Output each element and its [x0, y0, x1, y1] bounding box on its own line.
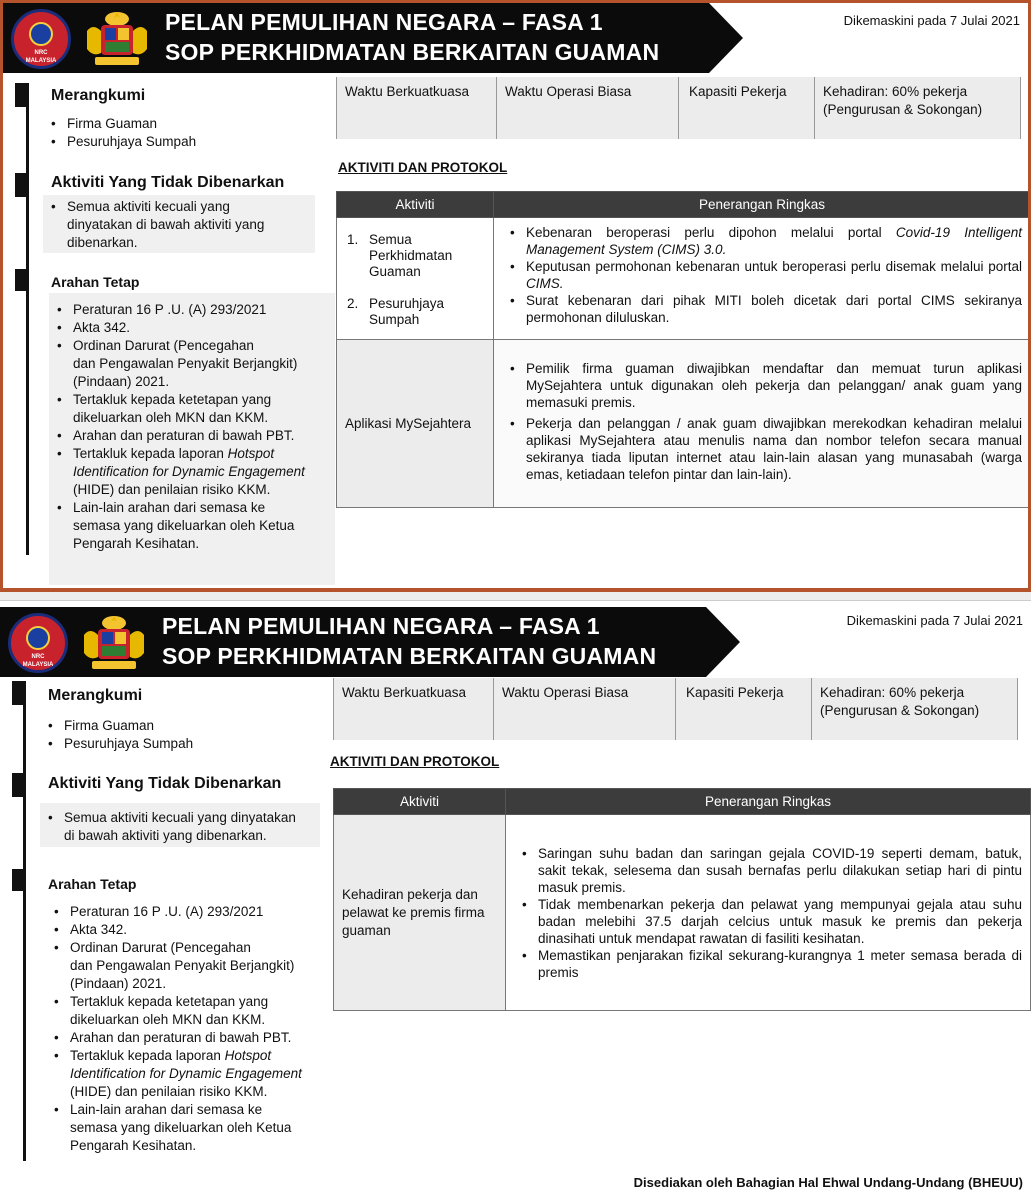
protocol-title: AKTIVITI DAN PROTOKOL	[330, 754, 500, 769]
sop-page-1	[0, 0, 1031, 592]
merangkumi-list	[51, 115, 196, 151]
table-row	[334, 815, 1031, 1011]
list-item: • Tertakluk kepada laporan Hotspot Identification for Dynamic Engagement (HIDE) dan penilaian risiko KKM.	[54, 1047, 330, 1101]
list-item: • Arahan dan peraturan di bawah PBT.	[54, 1029, 330, 1047]
protocol-table	[333, 788, 1031, 1011]
arahan-list	[54, 903, 330, 1155]
sop-page-2	[0, 600, 1031, 1200]
list-item: • Surat kebenaran dari pihak MITI boleh dicetak dari portal CIMS sekiranya permohonan diluluskan.	[502, 292, 1022, 326]
coat-of-arms-icon	[79, 9, 155, 69]
arahan-tetap-title: Arahan Tetap	[51, 274, 140, 290]
tidak-dibenarkan-title: Aktiviti Yang Tidak Dibenarkan	[51, 174, 285, 191]
page-separator	[0, 592, 1031, 600]
waktu-operasi-cell: Waktu Operasi Biasa	[497, 77, 679, 139]
page-title-line1: PELAN PEMULIHAN NEGARA – FASA 1	[165, 9, 603, 35]
list-item: • Arahan dan peraturan di bawah PBT.	[57, 427, 329, 445]
arahan-tetap-title: Arahan Tetap	[48, 876, 137, 892]
list-item: • Pekerja dan pelanggan / anak guam diwajibkan merekodkan kehadiran melalui aplikasi MySejahtera atau menulis nama dan nombor telefon secara manual sekiranya tiada liputan internet atau lain-lain alasan yang munasabah (warga emas, ketiadaan telefon pintar dan lain-lain).	[502, 415, 1022, 483]
kapasiti-cell: Kapasiti Pekerja	[679, 77, 815, 139]
tidak-dibenarkan-list	[51, 198, 264, 252]
table-row	[337, 340, 1031, 508]
waktu-berkuatkuasa-cell: Waktu Berkuatkuasa	[337, 77, 497, 139]
kehadiran-cell: Kehadiran: 60% pekerja (Pengurusan & Sokongan)	[812, 678, 1018, 740]
list-item: • Pesuruhjaya Sumpah	[48, 735, 193, 753]
list-item: • Pemilik firma guaman diwajibkan mendaftar dan memuat turun aplikasi MySejahtera untuk digunakan oleh pekerja dan pelanggan/ anak guam yang memasuki premis.	[502, 360, 1022, 411]
info-row	[336, 77, 1021, 139]
list-item: • Lain-lain arahan dari semasa ke semasa yang dikeluarkan oleh Ketua Pengarah Kesihatan.	[57, 499, 329, 553]
list-item: • Peraturan 16 P .U. (A) 293/2021	[57, 301, 329, 319]
updated-date: Dikemaskini pada 7 Julai 2021	[846, 613, 1023, 628]
page-title-line2: SOP PERKHIDMATAN BERKAITAN GUAMAN	[162, 643, 657, 669]
list-item: • Pesuruhjaya Sumpah	[51, 133, 196, 151]
list-item: • Kebenaran beroperasi perlu dipohon melalui portal Covid-19 Intelligent Management System (CIMS) 3.0.	[502, 224, 1022, 258]
list-item: • Ordinan Darurat (Pencegahan dan Pengawalan Penyakit Berjangkit) (Pindaan) 2021.	[54, 939, 330, 993]
list-item: • Firma Guaman	[48, 717, 193, 735]
section-marker	[12, 869, 25, 891]
waktu-berkuatkuasa-cell: Waktu Berkuatkuasa	[334, 678, 494, 740]
penerangan-cell	[494, 218, 1031, 340]
list-item: • Lain-lain arahan dari semasa ke semasa yang dikeluarkan oleh Ketua Pengarah Kesihatan.	[54, 1101, 330, 1155]
section-marker	[15, 173, 28, 197]
header-penerangan: Penerangan Ringkas	[506, 789, 1031, 815]
list-item: • Semua aktiviti kecuali yang dinyatakan di bawah aktiviti yang dibenarkan.	[48, 809, 296, 845]
tidak-dibenarkan-list	[48, 809, 296, 845]
header-aktiviti: Aktiviti	[334, 789, 506, 815]
info-row	[333, 678, 1018, 740]
list-item: • Akta 342.	[57, 319, 329, 337]
list-item: • Akta 342.	[54, 921, 330, 939]
waktu-operasi-cell: Waktu Operasi Biasa	[494, 678, 676, 740]
merangkumi-title: Merangkumi	[51, 87, 146, 104]
nrc-logo-icon: NRC MALAYSIA	[8, 613, 68, 673]
list-item: • Tidak membenarkan pekerja dan pelawat yang mempunyai gejala atau suhu badan melebihi 37.5 darjah celcius untuk masuk ke premis dan pekerja dinasihati untuk mendapat rawatan di fasiliti kesihatan.	[514, 896, 1022, 947]
list-item: • Tertakluk kepada laporan Hotspot Identification for Dynamic Engagement (HIDE) dan penilaian risiko KKM.	[57, 445, 329, 499]
section-marker	[12, 681, 25, 705]
list-item: • Memastikan penjarakan fizikal sekurang-kurangnya 1 meter semasa berada di premis	[514, 947, 1022, 981]
header-penerangan: Penerangan Ringkas	[494, 192, 1031, 218]
arahan-list	[57, 301, 329, 553]
coat-of-arms-icon	[76, 613, 152, 673]
merangkumi-list	[48, 717, 193, 753]
aktiviti-cell: Aplikasi MySejahtera	[337, 340, 494, 508]
list-item: • Keputusan permohonan kebenaran untuk beroperasi perlu disemak melalui portal CIMS.	[502, 258, 1022, 292]
kapasiti-cell: Kapasiti Pekerja	[676, 678, 812, 740]
list-item: 1. Semua Perkhidmatan Guaman	[347, 232, 453, 279]
list-item: 2. Pesuruhjaya Sumpah	[347, 296, 445, 327]
header-aktiviti: Aktiviti	[337, 192, 494, 218]
nrc-logo-icon: NRC MALAYSIA	[11, 9, 71, 69]
page-title-line1: PELAN PEMULIHAN NEGARA – FASA 1	[162, 613, 600, 639]
list-item: • Semua aktiviti kecuali yang dinyatakan di bawah aktiviti yang dibenarkan.	[51, 198, 264, 252]
section-marker	[15, 269, 28, 291]
aktiviti-cell: Kehadiran pekerja dan pelawat ke premis firma guaman	[334, 815, 506, 1011]
kehadiran-cell: Kehadiran: 60% pekerja (Pengurusan & Sokongan)	[815, 77, 1021, 139]
aktiviti-cell	[337, 218, 494, 340]
list-item: • Saringan suhu badan dan saringan gejala COVID-19 seperti demam, batuk, sakit tekak, selesema dan susah bernafas perlu dilakukan setiap hari di pintu masuk premis.	[514, 845, 1022, 896]
tidak-dibenarkan-title: Aktiviti Yang Tidak Dibenarkan	[48, 775, 282, 792]
list-item: • Tertakluk kepada ketetapan yang dikeluarkan oleh MKN dan KKM.	[54, 993, 330, 1029]
protocol-table	[336, 191, 1031, 508]
table-row	[337, 218, 1031, 340]
section-marker	[12, 773, 25, 797]
section-marker	[15, 83, 28, 107]
footer-credit: Disediakan oleh Bahagian Hal Ehwal Undang-Undang (BHEUU)	[633, 1175, 1023, 1190]
timeline-line	[26, 83, 29, 555]
updated-date: Dikemaskini pada 7 Julai 2021	[843, 13, 1020, 28]
penerangan-cell	[506, 815, 1031, 1011]
merangkumi-title: Merangkumi	[48, 687, 143, 704]
page-title-line2: SOP PERKHIDMATAN BERKAITAN GUAMAN	[165, 39, 660, 65]
protocol-title: AKTIVITI DAN PROTOKOL	[338, 160, 508, 175]
list-item: • Firma Guaman	[51, 115, 196, 133]
timeline-line	[23, 681, 26, 1161]
list-item: • Ordinan Darurat (Pencegahan dan Pengawalan Penyakit Berjangkit) (Pindaan) 2021.	[57, 337, 329, 391]
list-item: • Tertakluk kepada ketetapan yang dikeluarkan oleh MKN dan KKM.	[57, 391, 329, 427]
list-item: • Peraturan 16 P .U. (A) 293/2021	[54, 903, 330, 921]
penerangan-cell	[494, 340, 1031, 508]
